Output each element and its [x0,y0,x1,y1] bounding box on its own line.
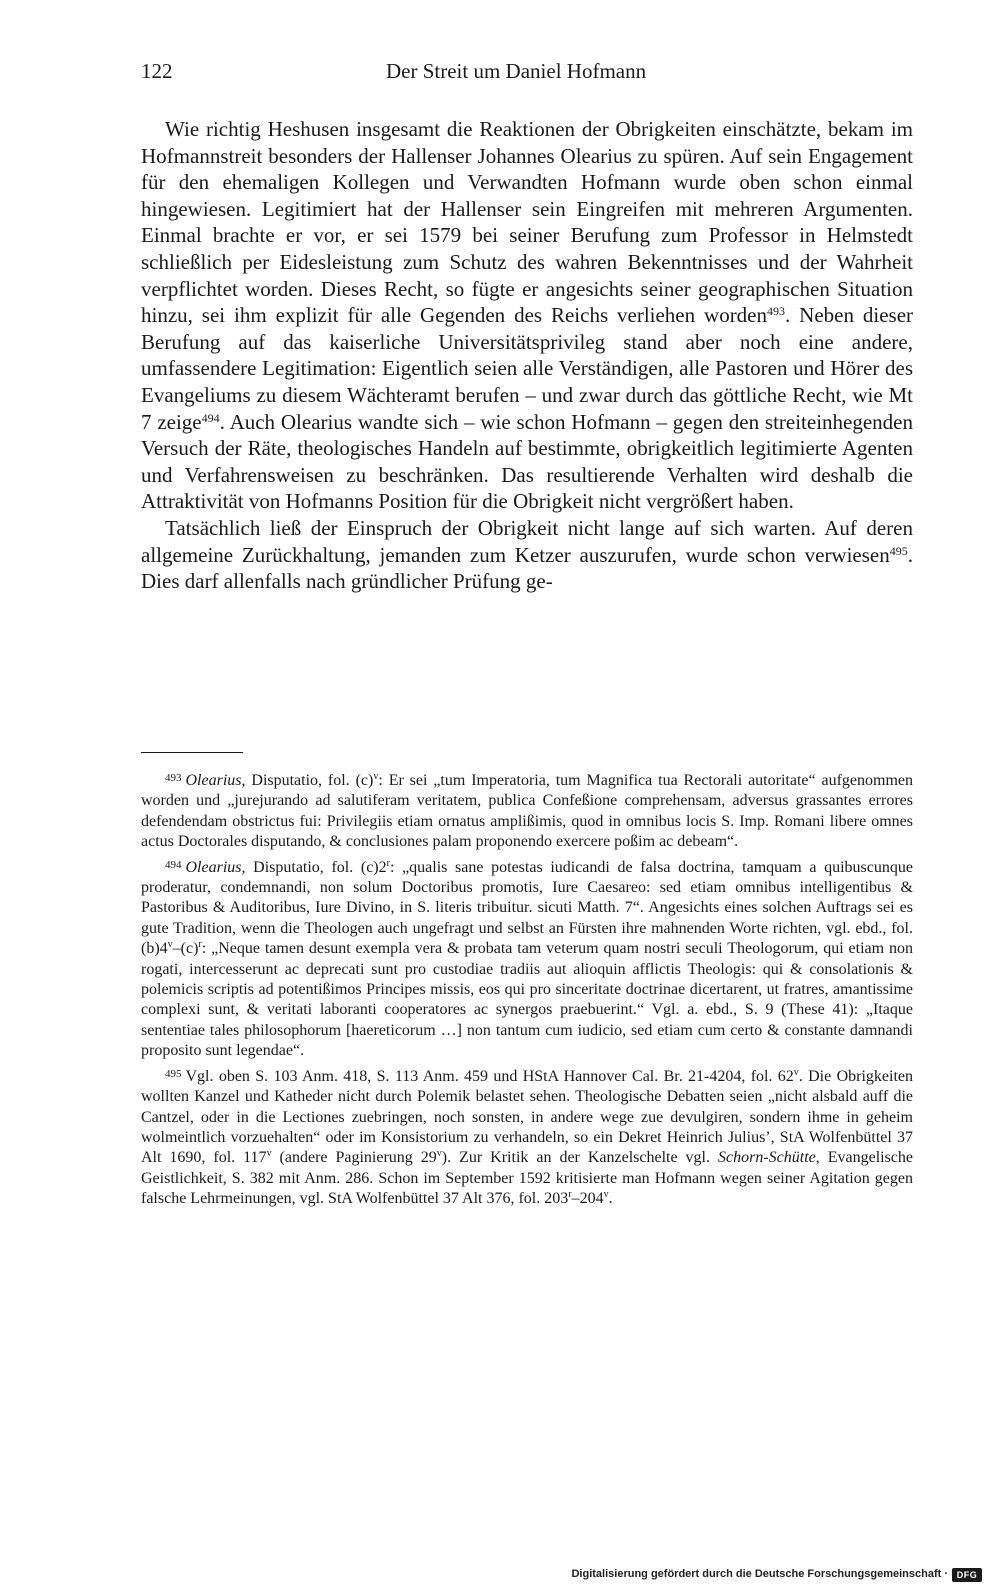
footnote-494: $^{494}$ Olearius, Disputatio, fol. (c)2$^r$: „qualis sane potestas iudicandi de falsa doctrina, tamquam a quibuscunque proderatur, condemnandi, non solum Doctoribus promotis, Iure Caesareo: sed etiam omnibus intelligentibus & Pastoribus & Auditoribus, Iure Divino, in S. literis tribuitur. sicuti Matth. 7“. Angesichts eines solchen Auftrags sei es gute Tradition, wenn die Theologen auch ungefragt und selbst an Fürsten ihre mahnenden Worte richten, vgl. ebd., fol. $(b)4^v-(c)^r$: „Neque tamen desunt exempla vera & probata tam veterum quam nostri seculi Theologorum, qui etiam non rogati, intercesserunt ac deprecati sunt pro custodiae tradiis aut alioquin afflictis Theologis: qui & consolationis & polemicis scriptis ad potentißimos Principes missis, eos qui pro sinceritate doctrinae dicertarent, ut fratres, amantissime complexi sunt, & veritati laboranti cooperatores ac synergos praebuerint.“ Vgl. a. ebd., S. 9 (These 41): „Itaque sententiae tales philosophorum [haereticorum …] non tantum cum iudicio, sed etiam cum certo & constante damnandi proposito sunt legendae“. [141,857,913,1060]
body-text [141,116,913,595]
footnote-493: $^{493}$ Olearius, Disputatio, fol. $(c)^v$: Er sei „tum Imperatoria, tum Magnifica tua Rectorali autoritate“ aufgenommen worden und „jurejurando ad salutiferam veritatem, publica Confeßione comprehensam, adversus grassantes errores defendendam obstrictus fui: Privilegiis etiam ornatus amplißimis, quod in omnibus locis S. Imp. Romani libere omnes actus Doctorales disputando, & conclusiones palam proponendo exercere poßim ac debeam“. [141,771,913,851]
footnote-495: $^{495}$ Vgl. oben S. 103 Anm. 418, S. 113 Anm. 459 und HStA Hannover Cal. Br. 21-4204, fol. 62$^v$. Die Obrigkeiten wollten Kanzel und Katheder nicht durch Polemik belastet sehen. Theologische Debatten seien „nicht alsbald auff die Cantzel, oder in die Lectiones zuebringen, noch sonsten, in andere wege zue devulgiren, sondern ihme in geheim wolmeintlich vorzuehalten“ oder im Konsistorium zu verhandeln, so ein Dekret Heinrich Julius’, StA Wolfenbüttel 37 Alt 1690, fol. 117$^v$ (andere Paginierung 29$^v$). Zur Kritik an der Kanzelschelte vgl. Schorn-Schütte, Evangelische Geistlichkeit, S. 382 mit Anm. 286. Schon im September 1592 kritisierte man Hofmann wegen seiner Agitation gegen falsche Lehrmeinungen, vgl. StA Wolfenbüttel 37 Alt 376, fol. 203$^r$–204$^v$. [141,1066,914,1208]
paragraph: Tatsächlich ließ der Einspruch der Obrigkeit nicht lange auf sich warten. Auf deren allgemeine Zurückhaltung, jemanden zum Ketzer auszurufen, wurde schon verwiesen$^{495}$. Dies darf allenfalls nach gründlicher Prüfung ge- [141,515,913,594]
page-header [141,58,913,88]
footnote-ref-493[interactable]: 493 [767,304,786,319]
running-title: Der Streit um Daniel Hofmann [386,59,647,83]
footnote-ref-494[interactable]: 494 [201,410,220,425]
footnote-author: Schorn-Schütte [717,1149,816,1167]
footnote-number: 494 [165,858,182,871]
footnote-divider [141,752,243,753]
paragraph: Wie richtig Heshusen insgesamt die Reaktionen der Obrigkeiten einschätzte, bekam im Hofmannstreit besonders der Hallenser Johannes Olearius zu spüren. Auf sein Engagement für den ehemaligen Kollegen und Verwandten Hofmann wurde oben schon einmal hingewiesen. Legitimiert hat der Hallenser sein Eingreifen mit mehreren Argumenten. Einmal brachte er vor, er sei 1579 bei seiner Berufung zum Professor in Helmstedt schließlich per Eidesleistung zum Schutz des wahren Bekenntnisses und der Wahrheit verpflichtet worden. Dieses Recht, so fügte er angesichts seiner geographischen Situation hinzu, sei ihm explizit für alle Gegenden des Reichs verliehen worden$^{493}$. Neben dieser Berufung auf das kaiserliche Universitätsprivileg stand aber noch eine andere, umfassendere Legitimation: Eigentlich seien alle Verständigen, alle Pastoren und Hörer des Evangeliums zu diesem Wächteramt berufen – und zwar durch das göttliche Recht, wie Mt 7 zeige$^{494}$. Auch Olearius wandte sich – wie schon Hofmann – gegen den streiteinhegenden Versuch der Räte, theologisches Handeln auf bestimmte, obrigkeitlich legitimierte Agenten und Verfahrensweisen zu beschränken. Das resultierende Verhalten wird deshalb die Attraktivität von Hofmanns Position für die Obrigkeit nicht vergrößert haben. [141,117,914,514]
footnote-number: 493 [165,772,182,784]
footnote-author: Olearius, [185,858,246,876]
digitization-credit: Digitalisierung gefördert durch die Deutsche Forschungsgemeinschaft · [571,1568,948,1580]
footnotes [141,768,913,1212]
dfg-logo-icon: DFG [952,1568,982,1582]
page-number: 122 [141,59,173,83]
footnote-number: 495 [165,1067,182,1080]
footnote-author: Olearius, [185,772,246,789]
footnote-ref-495[interactable]: 495 [889,543,908,558]
